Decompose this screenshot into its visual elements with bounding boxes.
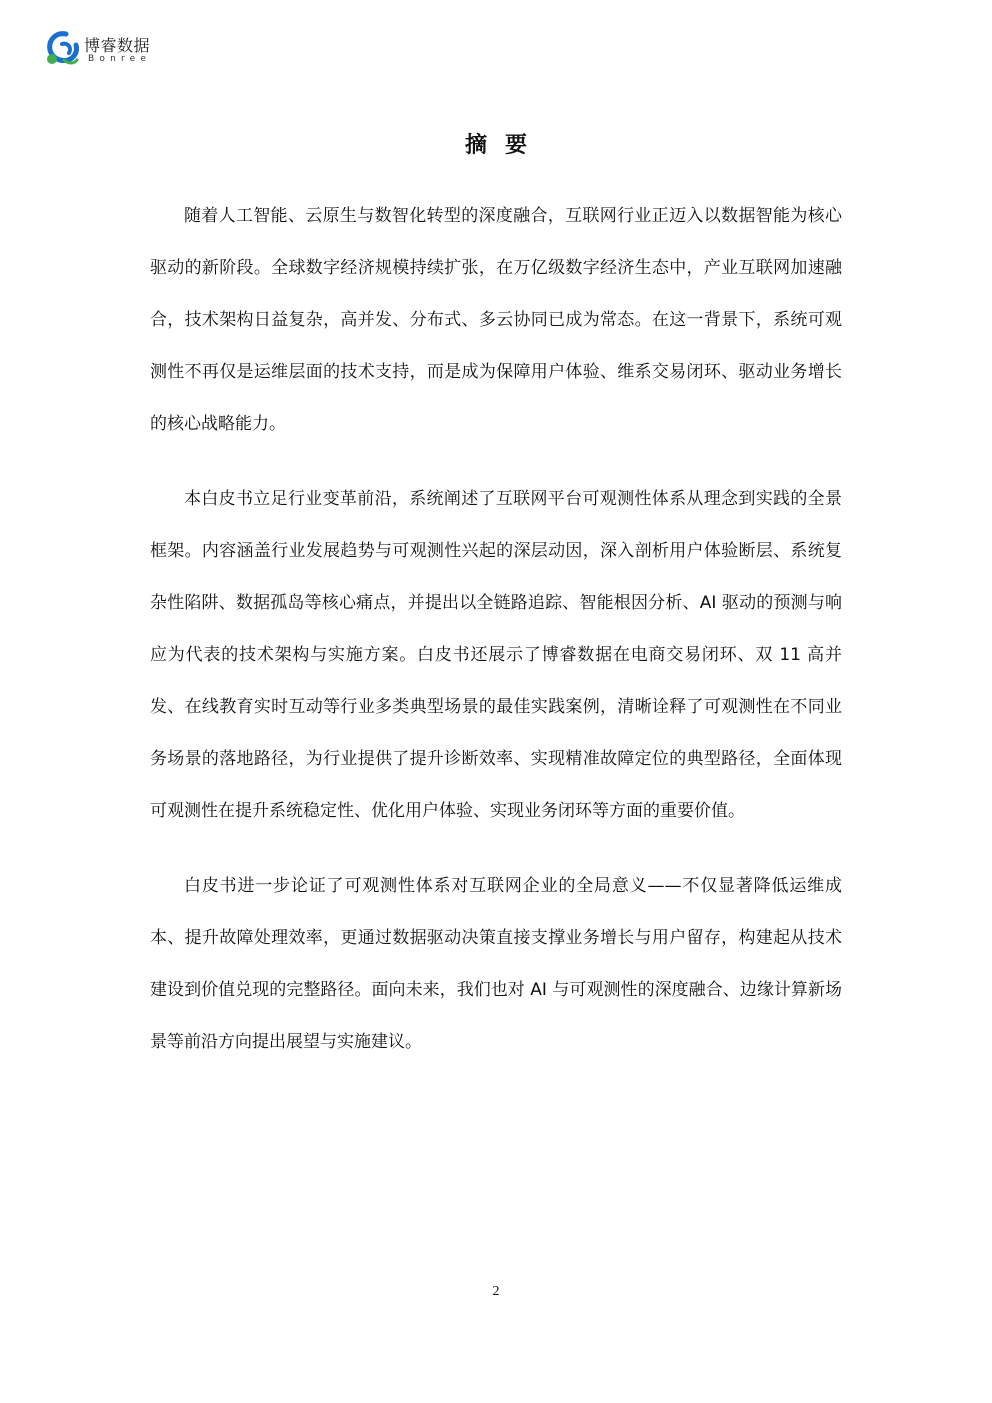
abstract-paragraph-3: 白皮书进一步论证了可观测性体系对互联网企业的全局意义——不仅显著降低运维成本、提升故障处理效率，更通过数据驱动决策直接支撑业务增长与用户留存，构建起从技术建设到价值兑现的完整路径。面向未来，我们也对 AI 与可观测性的深度融合、边缘计算新场景等前沿方向提出展望与实施建议。 xyxy=(150,876,842,1052)
bonree-logo-icon xyxy=(44,30,82,66)
logo-chinese-name: 博睿数据 xyxy=(84,36,151,55)
logo-english-name: Bonree xyxy=(88,54,152,64)
header-logo xyxy=(44,28,164,68)
page-number: 2 xyxy=(492,1284,500,1299)
abstract-paragraph-2: 本白皮书立足行业变革前沿，系统阐述了互联网平台可观测性体系从理念到实践的全景框架。内容涵盖行业发展趋势与可观测性兴起的深层动因，深入剖析用户体验断层、系统复杂性陷阱、数据孤岛等核心痛点，并提出以全链路追踪、智能根因分析、AI 驱动的预测与响应为代表的技术架构与实施方案。白皮书还展示了博睿数据在电商交易闭环、双 11 高并发、在线教育实时互动等行业多类典型场景的最佳实践案例，清晰诠释了可观测性在不同业务场景的落地路径，为行业提供了提升诊断效率、实现精准故障定位的典型路径，全面体现可观测性在提升系统稳定性、优化用户体验、实现业务闭环等方面的重要价值。 xyxy=(150,489,842,821)
abstract-paragraph-1: 随着人工智能、云原生与数智化转型的深度融合，互联网行业正迈入以数据智能为核心驱动的新阶段。全球数字经济规模持续扩张，在万亿级数字经济生态中，产业互联网加速融合，技术架构日益复杂，高并发、分布式、多云协同已成为常态。在这一背景下，系统可观测性不再仅是运维层面的技术支持，而是成为保障用户体验、维系交易闭环、驱动业务增长的核心战略能力。 xyxy=(150,206,842,434)
page-title: 摘要 xyxy=(464,133,545,158)
abstract-body xyxy=(150,190,842,1091)
